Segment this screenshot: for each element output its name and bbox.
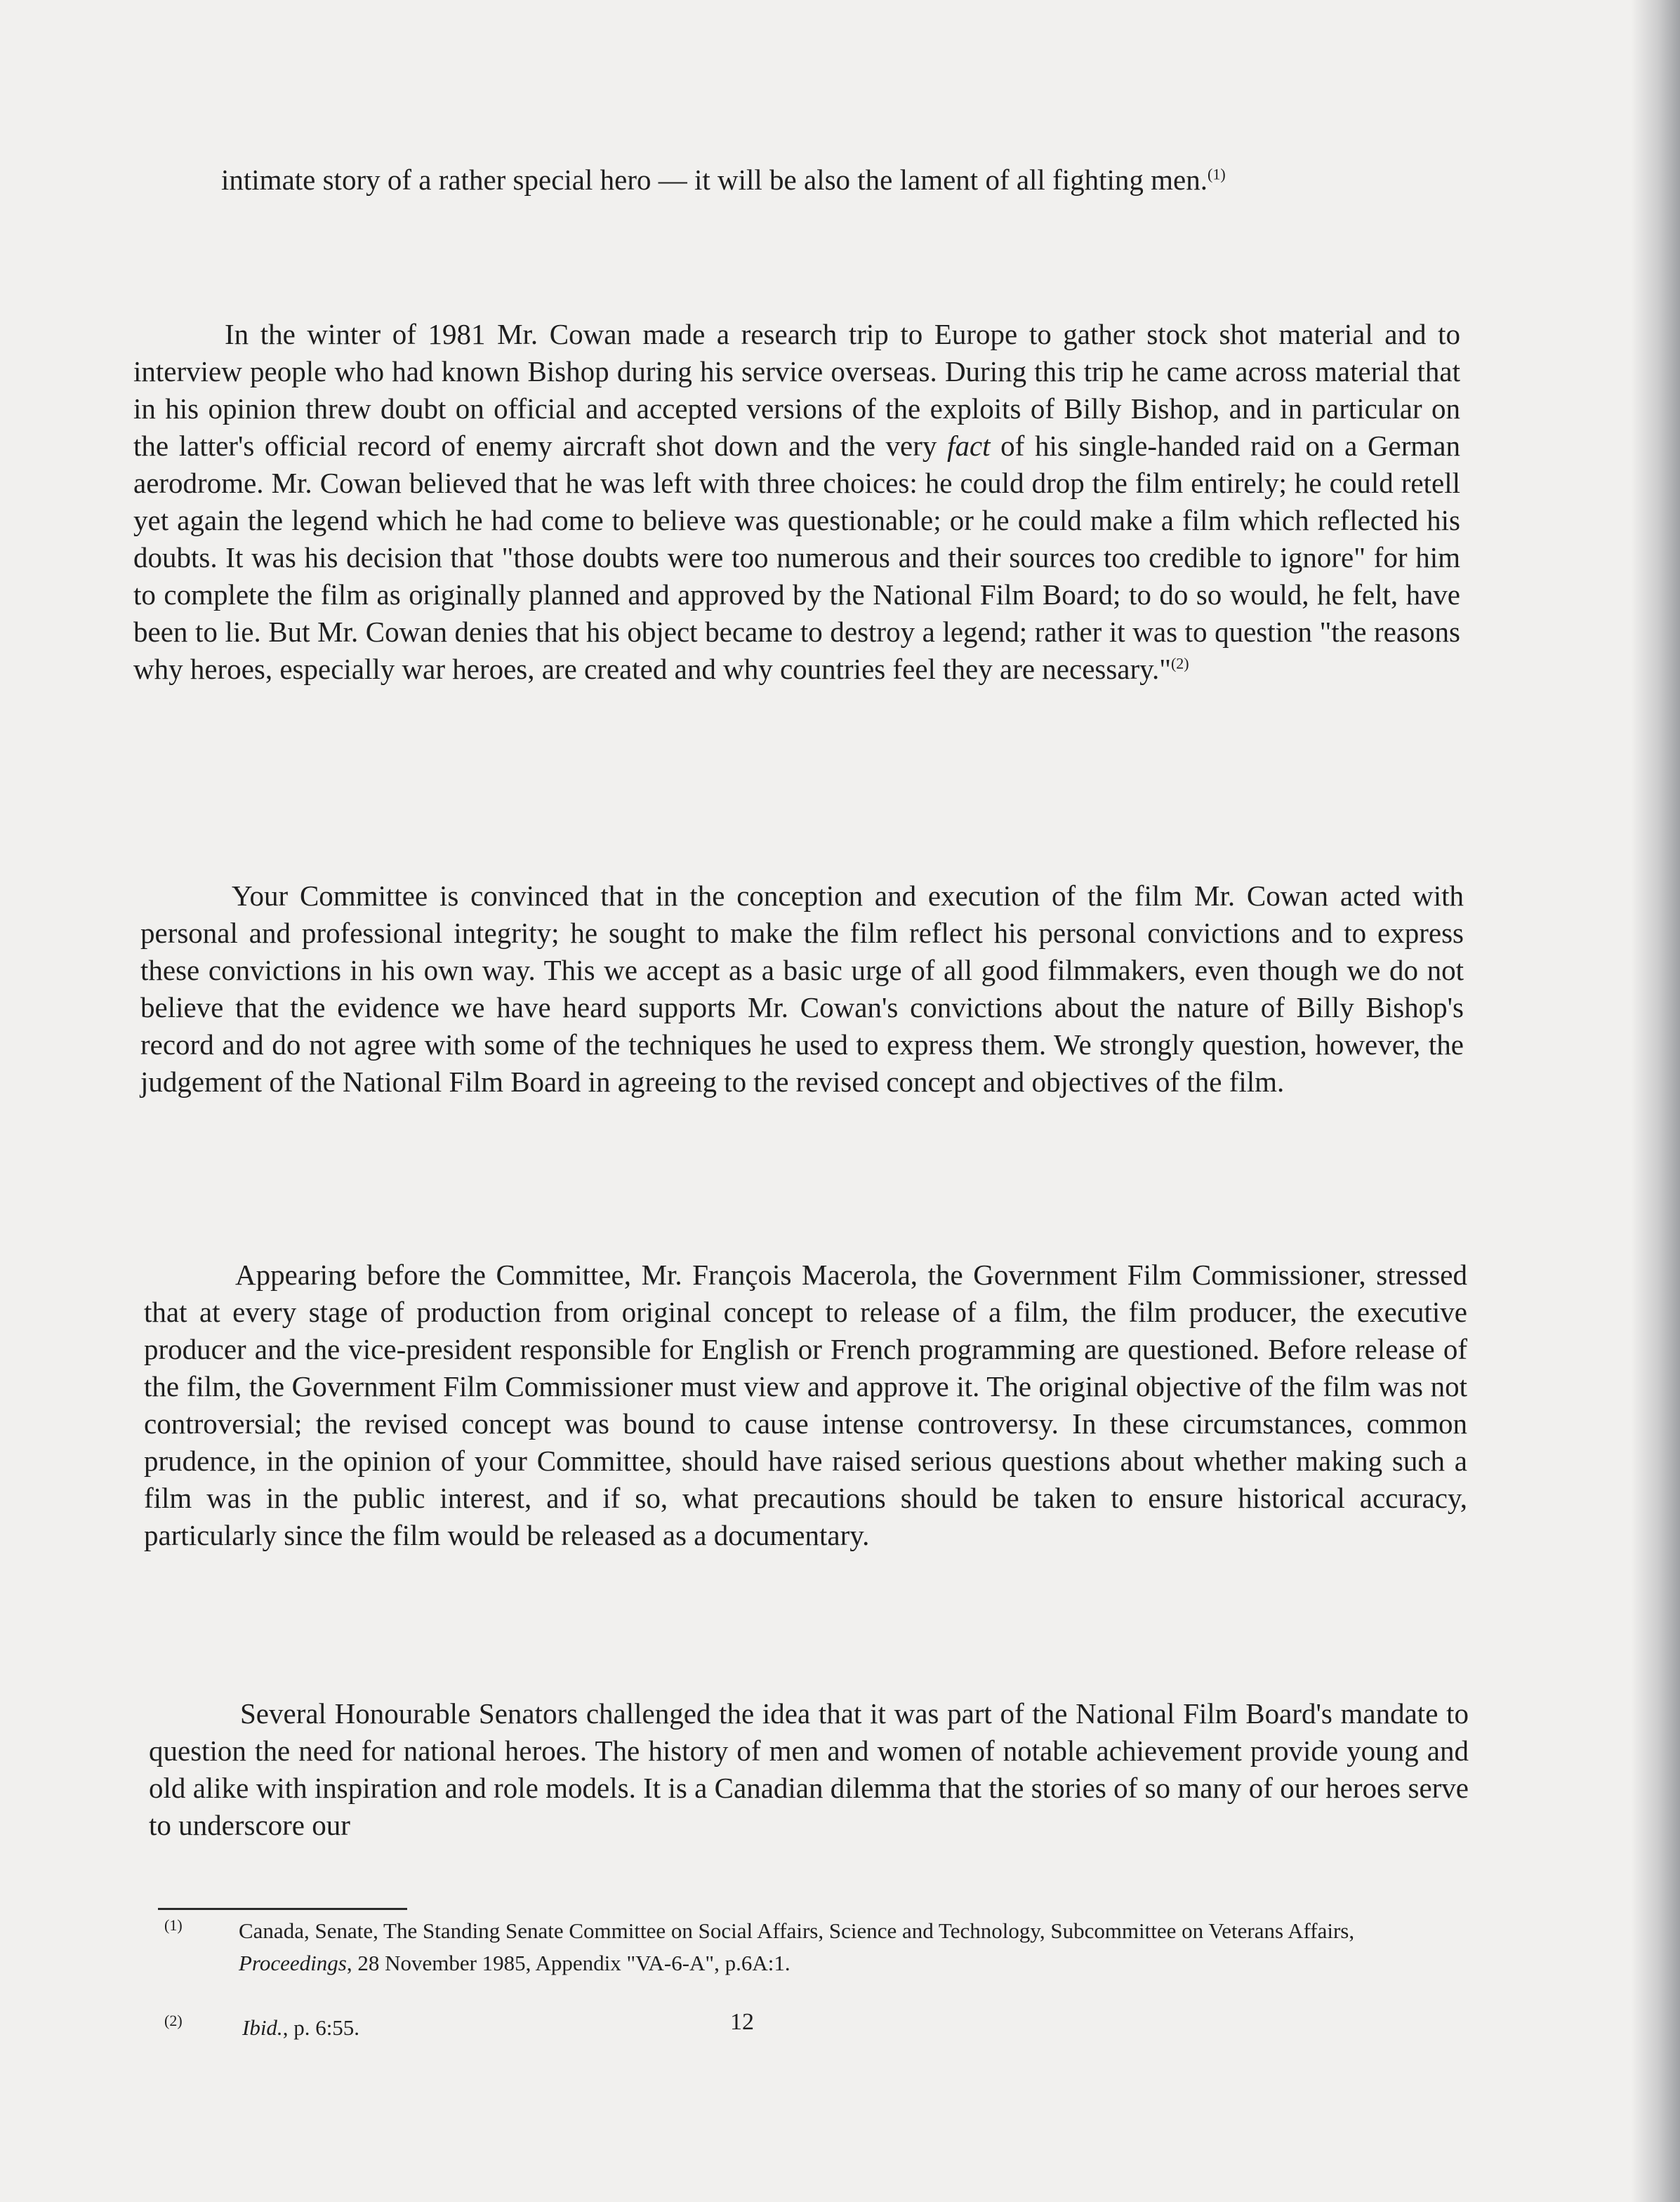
paragraph-4-text: Several Honourable Senators challenged the idea that it was part of the National Film Board's mandate to question the need for national heroes. The history of men and women of notable achievement provide young and old alike with inspiration and role models. It is a Canadian dilemma that the stories of so many of our heroes serve to underscore our bbox=[149, 1697, 1469, 1841]
footnote-ref-1: (1) bbox=[1208, 165, 1226, 183]
footnote-1-text-a: Canada, Senate, The Standing Senate Committee on Social Affairs, Science and Technology, Subcommittee on Veterans Affairs, bbox=[239, 1918, 1355, 1943]
page-number: 12 bbox=[730, 2009, 754, 2035]
paragraph-1-part-b: of his single-handed raid on a German aerodrome. Mr. Cowan believed that he was left with three choices: he could drop the film entirely; he could retell yet again the legend which he had come to believe was questionable; or he could make a film which reflected his doubts. It was his decision that "those doubts were too numerous and their sources too credible to ignore" for him to complete the film as originally planned and approved by the National Film Board; to do so would, he felt, have been to lie. But Mr. Cowan denies that his object became to destroy a legend; rather it was to question "the reasons why heroes, especially war heroes, are created and why countries feel they are necessary." bbox=[133, 430, 1460, 685]
paragraph-1-italic-fact: fact bbox=[947, 430, 991, 462]
page-edge-shadow bbox=[1631, 0, 1680, 2202]
footnote-1-italic: Proceedings bbox=[239, 1951, 347, 1975]
paragraph-senators bbox=[149, 1695, 1469, 1844]
footnote-2-italic: Ibid. bbox=[242, 2015, 283, 2040]
paragraph-macerola bbox=[144, 1256, 1467, 1554]
paragraph-1-part-a: In the winter of 1981 Mr. Cowan made a research trip to Europe to gather stock shot material and to interview people who had known Bishop during his service overseas. During this trip he came across material that in his opinion threw doubt on official and accepted versions of the exploits of Billy Bishop, and in particular on the latter's official record of enemy aircraft shot down and the very bbox=[133, 318, 1460, 462]
footnote-1-marker: (1) bbox=[164, 1916, 183, 1934]
footnote-ref-2: (2) bbox=[1170, 654, 1189, 672]
footnote-2-text: , p. 6:55. bbox=[282, 2015, 360, 2040]
paragraph-2-text: Your Committee is convinced that in the conception and execution of the film Mr. Cowan acted with personal and professional integrity; he sought to make the film reflect his personal convictions and to express these convictions in his own way. This we accept as a basic urge of all good filmmakers, even though we do not believe that the evidence we have heard supports Mr. Cowan's convictions about the nature of Billy Bishop's record and do not agree with some of the techniques he used to express them. We strongly question, however, the judgement of the National Film Board in agreeing to the revised concept and objectives of the film. bbox=[140, 880, 1464, 1098]
paragraph-committee-convinced bbox=[140, 877, 1464, 1101]
footnote-1 bbox=[239, 1915, 1460, 1979]
paragraph-3-text: Appearing before the Committee, Mr. François Macerola, the Government Film Commissioner, stressed that at every stage of production from original concept to release of a film, the film producer, the executive producer and the vice-president responsible for English or French programming are questioned. Before release of the film, the Government Film Commissioner must view and approve it. The original objective of the film was not controversial; the revised concept was bound to cause intense controversy. In these circumstances, common prudence, in the opinion of your Committee, should have raised serious questions about whether making such a film was in the public interest, and if so, what precautions should be taken to ensure historical accuracy, particularly since the film would be released as a documentary. bbox=[144, 1259, 1467, 1551]
intro-paragraph bbox=[221, 161, 1471, 199]
footnote-2 bbox=[242, 2012, 523, 2044]
paragraph-research-trip bbox=[133, 316, 1460, 688]
intro-text: intimate story of a rather special hero — it will be also the lament of all fighting men. bbox=[221, 164, 1208, 196]
footnote-1-text-b: , 28 November 1985, Appendix "VA-6-A", p.6A:1. bbox=[346, 1951, 791, 1975]
footnote-2-marker: (2) bbox=[164, 2012, 183, 2029]
footnote-divider bbox=[158, 1908, 407, 1910]
